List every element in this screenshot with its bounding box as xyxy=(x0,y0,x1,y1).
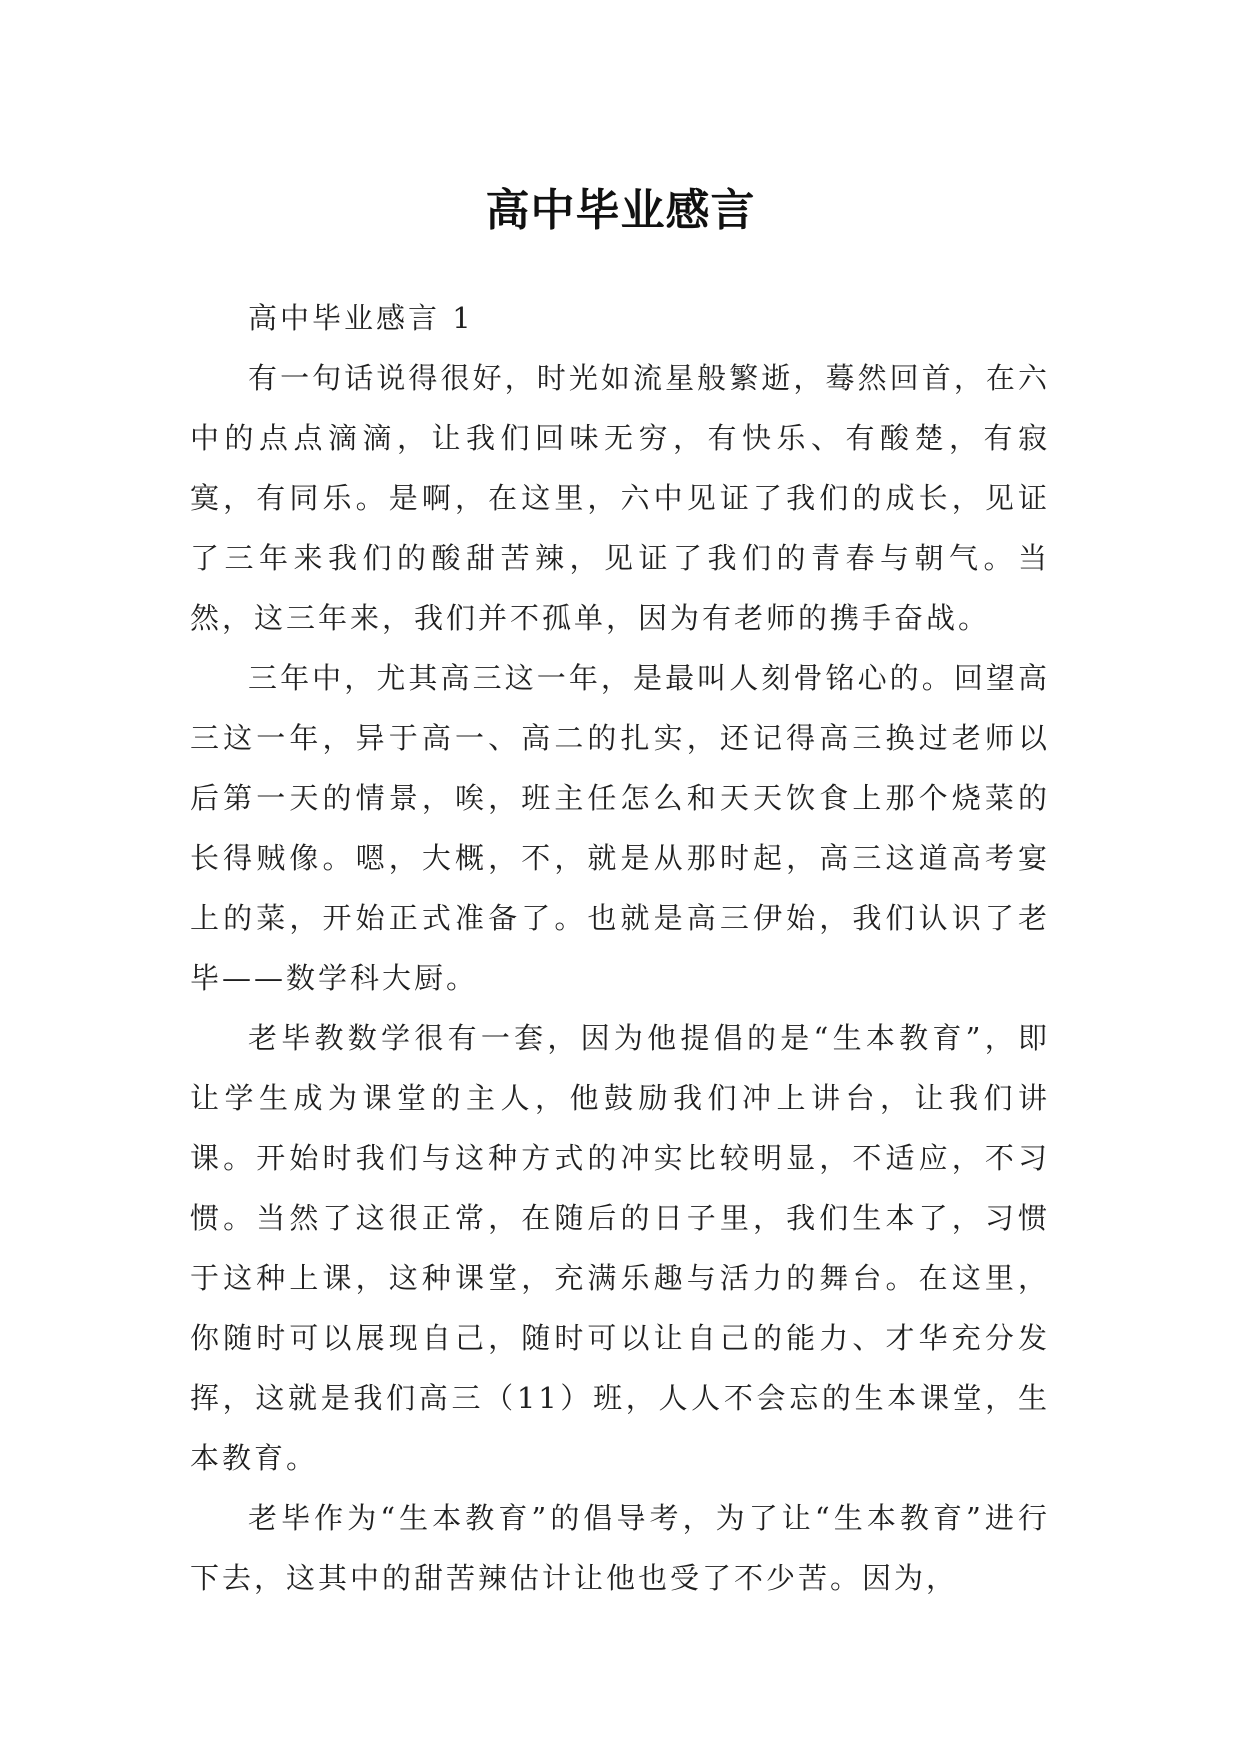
paragraph: 有一句话说得很好，时光如流星般繁逝，蓦然回首，在六中的点点滴滴，让我们回味无穷，有快乐、有酸楚，有寂寞，有同乐。是啊，在这里，六中见证了我们的成长，见证了三年来我们的酸甜苦辣，见证了我们的青春与朝气。当然，这三年来，我们并不孤单，因为有老师的携手奋战。 xyxy=(190,361,1050,635)
document-body xyxy=(190,288,1050,1608)
paragraph: 老毕作为“生本教育”的倡导考，为了让“生本教育”进行下去，这其中的甜苦辣估计让他也受了不少苦。因为， xyxy=(190,1501,1050,1595)
section-heading: 高中毕业感言 1 xyxy=(248,301,474,335)
paragraph: 三年中，尤其高三这一年，是最叫人刻骨铭心的。回望高三这一年，异于高一、高二的扎实，还记得高三换过老师以后第一天的情景，唉，班主任怎么和天天饮食上那个烧菜的长得贼像。嗯，大概，不，就是从那时起，高三这道高考宴上的菜，开始正式准备了。也就是高三伊始，我们认识了老毕——数学科大厨。 xyxy=(190,661,1050,995)
paragraph: 老毕教数学很有一套，因为他提倡的是“生本教育”，即让学生成为课堂的主人，他鼓励我们冲上讲台，让我们讲课。开始时我们与这种方式的冲实比较明显，不适应，不习惯。当然了这很正常，在随后的日子里，我们生本了，习惯于这种上课，这种课堂，充满乐趣与活力的舞台。在这里，你随时可以展现自己，随时可以让自己的能力、才华充分发挥，这就是我们高三（11）班，人人不会忘的生本课堂，生本教育。 xyxy=(190,1021,1050,1475)
document-title: 高中毕业感言 xyxy=(485,185,756,237)
